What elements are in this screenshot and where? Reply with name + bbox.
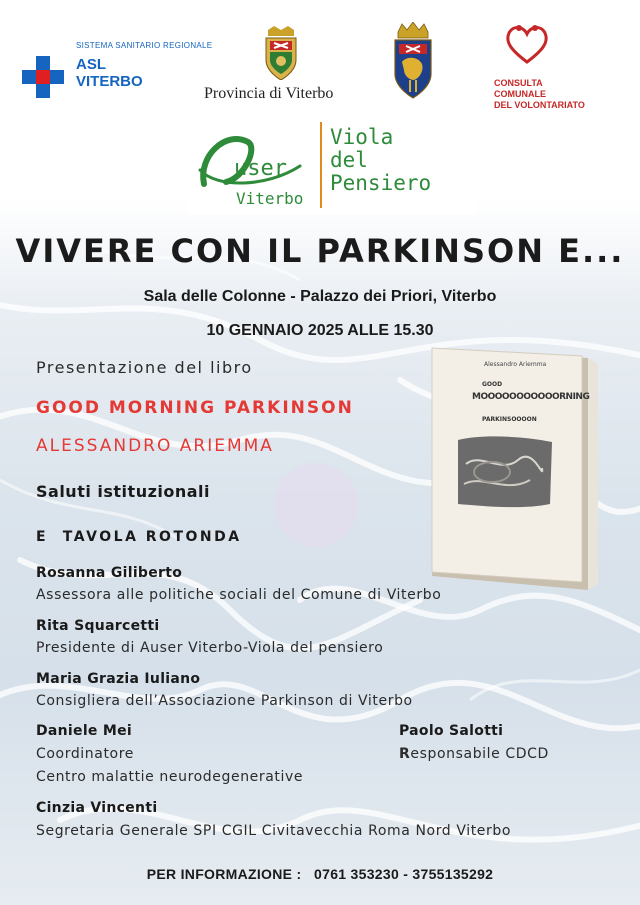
event-date: 10 GENNAIO 2025 ALLE 15.30: [206, 322, 434, 339]
consulta-heart-icon: [505, 24, 549, 64]
book-cover-parkinson: PARKINSOOOON: [482, 416, 537, 423]
speaker-role: Consigliera dell’Associazione Parkinson di Viterbo: [36, 693, 413, 709]
round-table-label: E TAVOLA ROTONDA: [36, 529, 242, 545]
consulta-line2: DEL VOLONTARIATO: [494, 100, 585, 110]
book-cover-morning: MOOOOOOOOOOORNING: [472, 392, 590, 402]
speaker-name: Cinzia Vincenti: [36, 800, 158, 816]
asl-name: [76, 56, 143, 90]
book-author: ALESSANDRO ARIEMMA: [36, 436, 274, 456]
viola-line3: Pensiero: [330, 171, 432, 195]
speaker-role-line2: Centro malattie neurodegenerative: [36, 769, 304, 785]
auser-divider: [320, 122, 322, 208]
comune-crest-icon: [392, 22, 434, 100]
book-cover-good: GOOD: [482, 381, 503, 388]
greetings-label: Saluti istituzionali: [36, 482, 211, 501]
speaker-role: [399, 746, 549, 762]
book-title: GOOD MORNING PARKINSON: [36, 398, 354, 418]
asl-cross-icon: [22, 56, 64, 98]
speaker-role: Assessora alle politiche sociali del Comune di Viterbo: [36, 587, 442, 603]
book-cover-drawing: [422, 344, 598, 592]
auser-city: Viterbo: [236, 189, 304, 208]
event-venue: Sala delle Colonne - Palazzo dei Priori, Viterbo: [143, 288, 497, 305]
speaker-role-initial: R: [399, 746, 411, 762]
asl-line1: ASL: [76, 56, 106, 73]
speaker-role-rest: esponsabile CDCD: [410, 746, 549, 762]
speaker-role: Coordinatore: [36, 746, 134, 762]
speaker-name: Rita Squarcetti: [36, 618, 160, 634]
consulta-name: [494, 78, 594, 111]
book-cover-image: [422, 344, 598, 592]
speaker-name: Rosanna Giliberto: [36, 565, 183, 581]
presentation-label: Presentazione del libro: [36, 358, 253, 377]
consulta-line1: CONSULTA COMUNALE: [494, 78, 546, 99]
speaker-role: Presidente di Auser Viterbo-Viola del pensiero: [36, 640, 384, 656]
viola-line1: Viola: [330, 125, 394, 149]
provincia-name: Provincia di Viterbo: [204, 85, 334, 102]
info-contacts: PER INFORMAZIONE : 0761 353230 - 3755135292: [146, 866, 494, 882]
auser-word: user: [234, 156, 287, 181]
viola-line2: del: [330, 148, 368, 172]
speaker-name: Paolo Salotti: [399, 723, 504, 739]
viola-del-pensiero: [330, 126, 431, 195]
event-title: VIVERE CON IL PARKINSON E...: [15, 232, 625, 270]
speaker-name: Daniele Mei: [36, 723, 133, 739]
provincia-crest-icon: [262, 26, 300, 80]
asl-line2: VITERBO: [76, 73, 143, 90]
speaker-role: Segretaria Generale SPI CGIL Civitavecchia Roma Nord Viterbo: [36, 823, 512, 839]
asl-system-label: SISTEMA SANITARIO REGIONALE: [76, 41, 213, 50]
book-cover-author: Alessandro Ariemma: [484, 361, 547, 368]
speaker-name: Maria Grazia Iuliano: [36, 671, 201, 687]
